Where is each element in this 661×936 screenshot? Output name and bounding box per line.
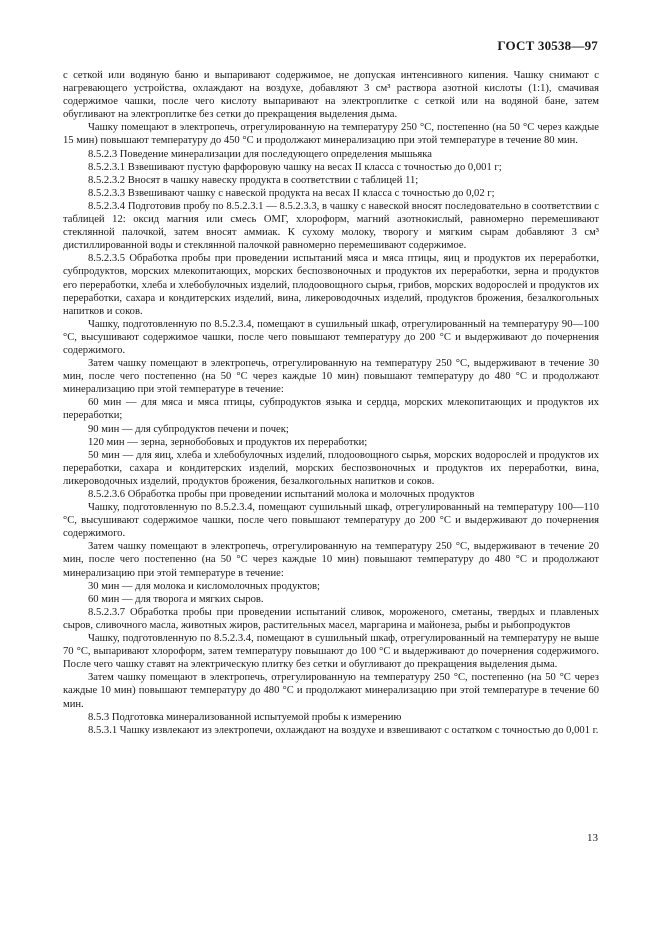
paragraph: Чашку, подготовленную по 8.5.2.3.4, помещают в сушильный шкаф, отрегулированный на температуру не выше 70 °С, выпаривают хлороформ, затем температуру повышают до 100 °С и выдерживают до почернения содержимого. После чего чашку ставят на электрическую плитку без сетки и обугливают до прекращения выделения дыма. [63, 633, 599, 671]
paragraph: Чашку, подготовленную по 8.5.2.3.4, помещают сушильный шкаф, отрегулированный на температуру 100—110 °С, высушивают содержимое чашки, после чего повышают температуру до 200 °С и выдерживают до почернения содержимого. [63, 502, 599, 540]
paragraph: с сеткой или водяную баню и выпаривают содержимое, не допуская интенсивного кипения. Чашку снимают с нагревающего устройства, охлаждают на воздухе, добавляют 3 см³ раствора азотной кислоты (1:1), смачивая содержимое чашки, после чего кислоту выпаривают на электроплитке с сеткой или на водяной бане, затем обугливают на электроплитке без сетки до прекращения выделения дыма. [63, 70, 599, 121]
paragraph: 8.5.2.3.6 Обработка пробы при проведении испытаний молока и молочных продуктов [88, 489, 475, 500]
paragraph: 8.5.2.3.2 Вносят в чашку навеску продукта в соответствии с таблицей 11; [88, 174, 419, 186]
page-number: 13 [587, 832, 598, 844]
paragraph: Затем чашку помещают в электропечь, отрегулированную на температуру 250 °С, выдерживают в течение 20 мин, после чего постепенно (на 50 °С через каждые 10 мин) повышают температуру до 480 °С и продолжают минерализацию при этой температуре в течение: [63, 541, 599, 579]
paragraph: Чашку помещают в электропечь, отрегулированную на температуру 250 °С, постепенно (на 50 °С через каждые 15 мин) повышают температуру до 450 °С и продолжают минерализацию при этой температуре в течение 80 мин. [63, 122, 599, 147]
paragraph: 8.5.2.3.5 Обработка пробы при проведении испытаний мяса и мяса птицы, яиц и продуктов их переработки, субпродуктов, морских млекопитающих, морских беспозвоночных и продуктов их переработки, зерна и продуктов его переработки, хлеба и хлебобулочных изделий, плодоовощного сырья, грибов, морских водорослей и продуктов их переработки, сахара и кондитерских изделий, вина, ликероводочных изделий, продуктов брожения, безалкогольных напитков и соков. [63, 253, 599, 317]
paragraph: 8.5.2.3.4 Подготовив пробу по 8.5.2.3.1 — 8.5.2.3.3, в чашку с навеской вносят последовательно в соответствии с таблицей 12: оксид магния или смесь ОМГ, хлороформ, магний азотнокислый, равномерно перемешивают стеклянной палочкой, затем вносят аммиак. К сухому молоку, творогу и мягким сырам добавляют 3 см³ дистиллированной воды и стеклянной палочкой равномерно перемешивают содержимое. [63, 200, 599, 252]
paragraph: 8.5.2.3.7 Обработка пробы при проведении испытаний сливок, мороженого, сметаны, твердых и плавленых сыров, сливочного масла, животных жиров, растительных масел, маргарина и майонеза, рыбы и рыбопродуктов [63, 606, 599, 631]
paragraph: 8.5.2.3.3 Взвешивают чашку с навеской продукта на весах II класса с точностью до 0,02 г; [88, 187, 495, 199]
paragraph: 50 мин — для яиц, хлеба и хлебобулочных изделий, плодоовощного сырья, морских водорослей и продуктов их переработки, сахара и кондитерских изделий, морских беспозвоночных и продуктов их переработки, вина, ликероводочных изделий, продуктов брожения, безалкогольных напитков и соков. [63, 449, 599, 487]
paragraph: 90 мин — для субпродуктов печени и почек; [88, 423, 289, 435]
paragraph: 60 мин — для творога и мягких сыров. [88, 593, 264, 605]
paragraph: 120 мин — зерна, зернобобовых и продуктов их переработки; [88, 436, 368, 448]
paragraph: 60 мин — для мяса и мяса птицы, субпродуктов языка и сердца, морских млекопитающих и продуктов их переработки; [63, 397, 599, 422]
paragraph: Затем чашку помещают в электропечь, отрегулированную на температуру 250 °С, постепенно (на 50 °С через каждые 10 мин) повышают температуру до 480 °С и продолжают минерализацию при этой температуре в течение 60 мин. [63, 672, 599, 710]
paragraph: 8.5.3 Подготовка минерализованной испытуемой пробы к измерению [88, 711, 402, 723]
paragraph: Затем чашку помещают в электропечь, отрегулированную на температуру 250 °С, выдерживают в течение 30 мин, после чего постепенно (на 50 °С через каждые 10 мин) повышают температуру до 480 °С и продолжают минерализацию при этой температуре в течение: [63, 358, 599, 396]
document-code-header: ГОСТ 30538—97 [497, 38, 598, 53]
paragraph: Чашку, подготовленную по 8.5.2.3.4, помещают в сушильный шкаф, отрегулированный на температуру 90—100 °С, высушивают содержимое чашки, после чего повышают температуру до 200 °С и выдерживают до почернения содержимого. [63, 318, 599, 356]
document-body [63, 69, 599, 737]
paragraph: 8.5.3.1 Чашку извлекают из электропечи, охлаждают на воздухе и взвешивают с остатком с точностью до 0,001 г. [88, 724, 599, 736]
paragraph: 8.5.2.3 Поведение минерализации для последующего определения мышьяка [88, 148, 432, 160]
paragraph: 30 мин — для молока и кисломолочных продуктов; [88, 580, 320, 592]
paragraph: 8.5.2.3.1 Взвешивают пустую фарфоровую чашку на весах II класса с точностью до 0,001 г; [88, 161, 502, 173]
